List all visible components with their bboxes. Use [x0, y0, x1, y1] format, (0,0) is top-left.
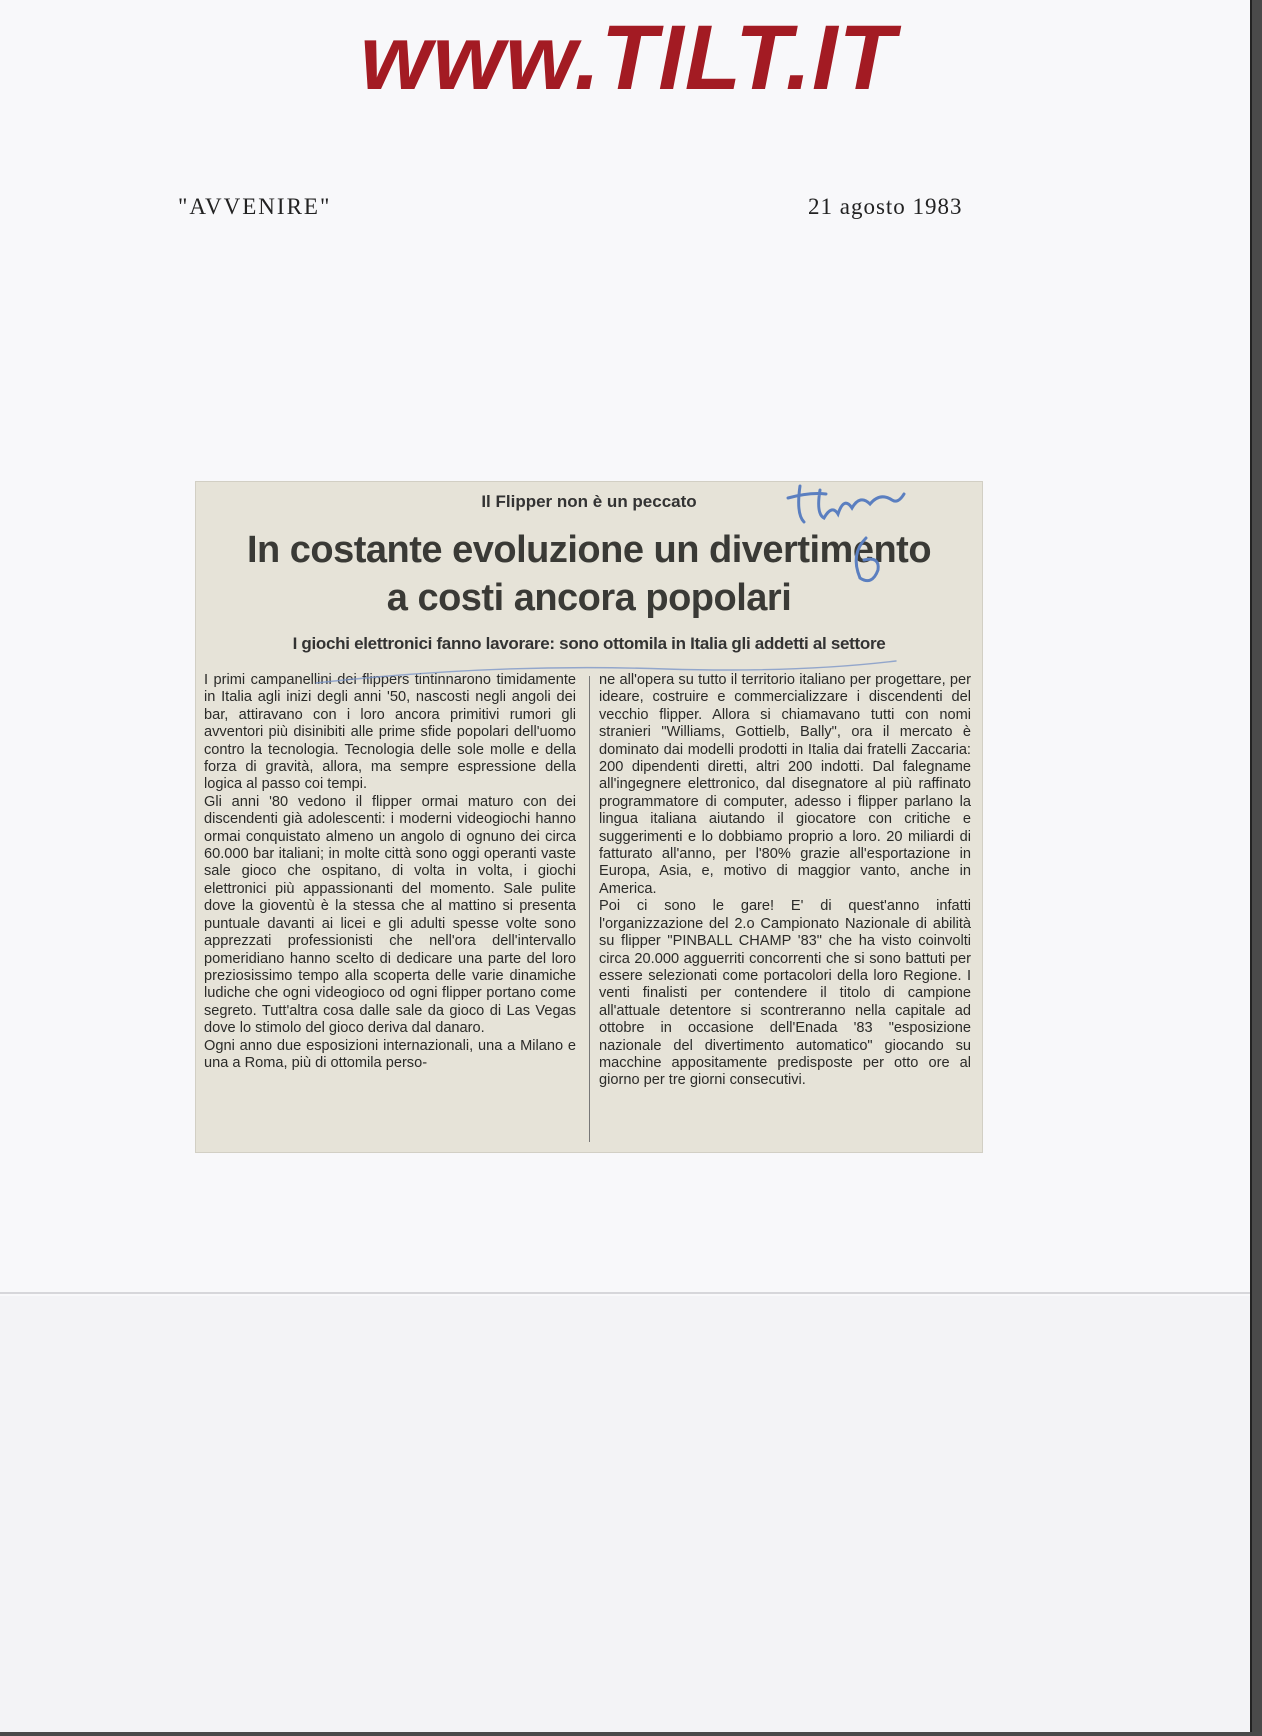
article-subheadline: I giochi elettronici fanno lavorare: sono ottomila in Italia gli addetti al settore: [292, 634, 886, 653]
column-divider: [589, 676, 590, 1142]
article-column-left: [204, 672, 576, 1072]
right-paragraph-2: Poi ci sono le gare! E' di quest'anno infatti l'organizzazione del 2.o Campionato Nazionale di abilità su flipper "PINBALL CHAMP '83" che ha visto coinvolti circa 20.000 agguerriti concorrenti che si sono battuti per essere selezionati come portacolori della loro Regione. I venti finalisti per contendere il titolo di campione all'attuale detentore si scontreranno nella capitale ad ottobre in occasione dell'Enada '83 "esposizione nazionale del divertimento automatico" giocando su macchine appositamente predisposte per otto ore al giorno per tre giorni consecutivi.: [599, 898, 971, 1089]
publication-date: 21 agosto 1983: [808, 194, 963, 219]
headline-line-2: a costi ancora popolari: [386, 577, 792, 619]
lower-fold-panel: [0, 1296, 1250, 1732]
right-paragraph-1: ne all'opera su tutto il territorio italiano per progettare, per ideare, costruire e commercializzare i discendenti del vecchio flipper. Allora si chiamavano tutti con nomi stranieri "Williams, Gottielb, Bally", ora il mercato è dominato dai modelli prodotti in Italia dai fratelli Zaccaria: 200 dipendenti diretti, altri 200 indotti. Dal falegname all'ingegnere elettronico, dal disegnatore al più raffinato programmatore di computer, adesso i flipper parlano la lingua italiana aiutando il giocatore con critiche e suggerimenti e lo dobbiamo proprio a loro. 20 miliardi di fatturato all'anno, per l'80% grazie all'esportazione in Europa, Asia, e, motivo di maggior vanto, anche in America.: [599, 672, 971, 897]
newspaper-source: "AVVENIRE": [178, 194, 332, 219]
paper-fold-line: [0, 1292, 1250, 1294]
left-paragraph-2: Gli anni '80 vedono il flipper ormai maturo con dei discendenti già adolescenti: i moderni videogiochi hanno ormai conquistato almeno un angolo di ognuno dei circa 60.000 bar italiani; in molte città sono oggi operanti vaste sale gioco che ospitano, di volta in volta, i giochi elettronici più appassionanti del momento. Sale pulite dove la gioventù è la stessa che al mattino si presenta puntuale davanti ai licei e gli adulti spesse volte sono apprezzati professionisti che nell'ora dell'intervallo pomeridiano hanno scelto di dedicare una parte del loro preziosissimo tempo alla scoperta delle varie dinamiche ludiche che ogni videogioco od ogni flipper portano come segreto. Tutt'altra cosa dalle sale da gioco di Las Vegas dove lo stimolo del gioco deriva dal danaro.: [204, 793, 576, 1037]
article-kicker: Il Flipper non è un peccato: [481, 492, 697, 511]
site-watermark: www.TILT.IT: [360, 7, 896, 109]
handwritten-annotation-icon: [780, 474, 930, 604]
left-paragraph-3: Ogni anno due esposizioni internazionali, una a Milano e una a Roma, più di ottomila perso-: [204, 1037, 576, 1071]
left-paragraph-1: I primi campanellini dei flippers tintinnarono timidamente in Italia agli inizi degli anni '50, nascosti negli angoli dei bar, attiravano con i loro ancora primitivi rumori gli avventori più disinibiti alle prime sfide popolari dell'uomo contro la tecnologia. Tecnologia delle sole molle e della forza di gravità, allora, ma sempre espressione della logica al passo coi tempi.: [204, 672, 576, 793]
headline-line-1: In costante evoluzione un divertimento: [246, 529, 932, 571]
article-column-right: [599, 672, 971, 1090]
pen-underline-mark: [196, 655, 982, 695]
